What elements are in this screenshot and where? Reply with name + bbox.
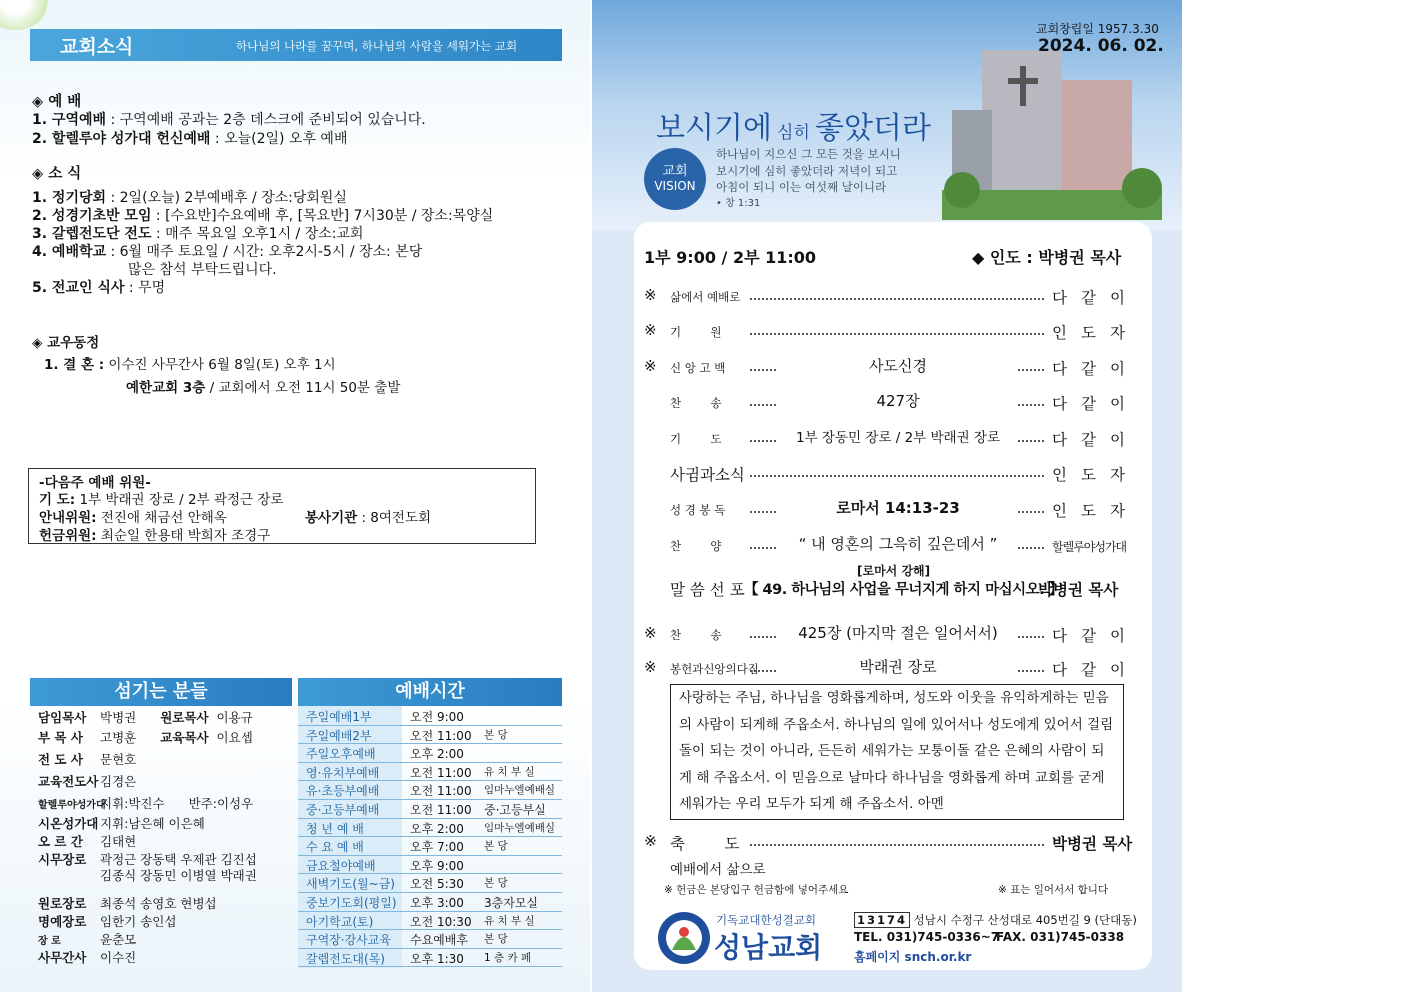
church-name: 성남교회 xyxy=(714,931,823,964)
order-mark: ※ xyxy=(644,321,657,339)
order-detail: “ 내 영혼의 그윽히 깊은데서 ” xyxy=(778,533,1018,554)
order-item: 기 도 xyxy=(670,432,722,446)
order-detail: 로마서 14:13-23 xyxy=(778,497,1018,518)
order-item: 봉헌과신앙의다짐 xyxy=(670,662,759,676)
news-item-1: 1. 정기당회 : 2일(오늘) 2부예배후 / 장소:당회원실 xyxy=(32,190,347,206)
church-building-icon xyxy=(942,40,1162,220)
news-item-3: 3. 갈렙전도단 전도 : 매주 목요일 오후1시 / 장소:교회 xyxy=(32,226,364,242)
homepage-link[interactable]: 홈페이지 snch.or.kr xyxy=(854,950,972,964)
leader: ◆ 인도 : 박병권 목사 xyxy=(972,248,1122,267)
staff-row: 담임목사 박병권 원로목사 이용규 xyxy=(38,710,253,725)
order-item: 찬 송 xyxy=(670,628,722,642)
order-who: 다같이 xyxy=(1048,658,1139,680)
schedule-row: 중·고등부예배 오전 11:00 중·고등부실 xyxy=(298,799,562,819)
order-who: 인도자 xyxy=(1048,499,1139,521)
schedule-row: 청 년 예 배 오후 2:00 임마누엘예배실 xyxy=(298,818,562,838)
staff-row: 시온성가대 지휘:남은혜 이은혜 xyxy=(38,816,205,831)
staff-row: 장 로 윤춘모 xyxy=(38,932,137,947)
news-header xyxy=(30,29,562,61)
news-item-4: 4. 예배학교 : 6월 매주 토요일 / 시간: 오후2시-5시 / 장소: 본당 xyxy=(32,244,423,260)
schedule-row: 구역장·강사교육 수요예배후 본 당 xyxy=(298,929,562,949)
staff-row: 할렐루야성가대지휘:박진수 반주:이성우 xyxy=(38,796,254,811)
vision-text: 하나님이 지으신 그 모든 것을 보시니 보시기에 심히 좋았더라 저녁이 되고 아침이 되니 이는 여섯째 날이니라 • 창 1:31 xyxy=(716,147,901,209)
news-title: 교회소식 xyxy=(60,36,134,58)
address: 13174 성남시 수정구 산성대로 405번길 9 (단대동) xyxy=(854,912,1137,928)
schedule-row: 영·유치부예배 오전 11:00 유 치 부 실 xyxy=(298,762,562,782)
schedule-row: 금요철야예배 오후 9:00 xyxy=(298,855,562,875)
order-item: 성 경 봉 독 xyxy=(670,503,726,517)
order-who: 인도자 xyxy=(1048,321,1139,343)
vision-badge: 교회 VISION xyxy=(644,148,706,210)
order-who: 다같이 xyxy=(1048,624,1139,646)
note-left: ※ 헌금은 본당입구 헌금함에 넣어주세요 xyxy=(664,884,849,896)
next-week-row-2: 안내위원: 전진애 채금선 안해옥 xyxy=(39,510,227,526)
bulletin-date: 2024. 06. 02. xyxy=(1038,36,1164,56)
fax: FAX. 031)745-0338 xyxy=(996,930,1125,944)
order-who: 인도자 xyxy=(1048,463,1139,485)
theme-title: 보시기에 심히 좋았더라 xyxy=(656,111,931,146)
order-item: 삶에서 예배로 xyxy=(670,290,741,304)
church-motto: 하나님의 나라를 꿈꾸며, 하나님의 사람을 세워가는 교회 xyxy=(236,39,518,53)
schedule-header: 예배시간 xyxy=(298,678,562,706)
members-line-2: 예한교회 3층 / 교회에서 오전 11시 50분 출발 xyxy=(126,380,401,396)
order-item: 신 앙 고 백 xyxy=(670,361,726,375)
staff-row: 사무간사 이수진 xyxy=(38,950,137,965)
order-who: 다같이 xyxy=(1048,392,1139,414)
next-week-service: 봉사기관 : 8여전도회 xyxy=(305,510,432,526)
sermon-title: 【 49. 하나님의 사업을 무너지게 하지 마십시오. 】 xyxy=(744,582,1063,598)
staff-header: 섬기는 분들 xyxy=(30,678,292,706)
benediction-mark: ※ xyxy=(644,832,657,850)
schedule-row: 주일예배1부 오전 9:00 xyxy=(298,706,562,726)
order-who: 다같이 xyxy=(1048,286,1139,308)
staff-row: 시무장로 곽정근 장동택 우제관 김진섭 xyxy=(38,852,257,867)
flower-decoration xyxy=(0,0,50,30)
next-week-row-3: 헌금위원: 최순일 한용태 박희자 조경구 xyxy=(39,528,271,544)
order-detail: 박래권 장로 xyxy=(778,656,1018,677)
sermon-label: 말 씀 선 포 xyxy=(670,581,745,599)
offering-prayer: 사랑하는 주님, 하나님을 영화롭게하며, 성도와 이웃을 유익하게하는 믿음의 사람이 되게해 주옵소서. 하나님의 일에 있어서나 성도에게 있어서 걸림돌이 되는 것이 아니라, 든든히 세워가는 모퉁이돌 같은 은혜의 사람이 되게 해 주옵소서. 이 믿음으로 날마다 하나님을 영화롭게 하며 교회를 굳게 세워가는 우리 모두가 되게 해 주옵소서. 아멘 xyxy=(670,684,1124,820)
order-who: 다같이 xyxy=(1048,428,1139,450)
next-week-title: -다음주 예배 위원- xyxy=(39,475,151,491)
next-week-row-1: 기 도: 1부 박래권 장로 / 2부 곽정근 장로 xyxy=(39,492,284,508)
schedule-row: 수 요 예 배 오후 7:00 본 당 xyxy=(298,836,562,856)
order-detail: 사도신경 xyxy=(778,355,1018,376)
order-item: 사귐과소식 xyxy=(670,466,745,484)
members-heading: ◈ 교우동정 xyxy=(32,335,100,351)
order-detail: 427장 xyxy=(778,390,1018,411)
benediction-item: 축 도 xyxy=(670,835,740,853)
order-dots xyxy=(750,298,1044,300)
members-line-1: 1. 결 혼 : 이수진 사무간사 6월 8일(토) 오후 1시 xyxy=(44,357,336,373)
order-mark: ※ xyxy=(644,624,657,642)
schedule-row: 주일예배2부 오전 11:00 본 당 xyxy=(298,725,562,745)
sermon-series: [로마서 강해] xyxy=(857,564,931,578)
worship-item-2: 2. 할렐루야 성가대 헌신예배 : 오늘(2일) 오후 예배 xyxy=(32,131,348,147)
news-item-5: 5. 전교인 식사 : 무명 xyxy=(32,280,166,296)
schedule-row: 새벽기도(월~금) 오전 5:30 본 당 xyxy=(298,873,562,893)
staff-row: 부 목 사 고병훈 교육목사 이요셉 xyxy=(38,730,253,745)
order-mark: ※ xyxy=(644,357,657,375)
staff-row: 원로장로 최종석 송영호 현병섭 xyxy=(38,896,217,911)
news-heading: ◈ 소 식 xyxy=(32,166,82,182)
service-times: 1부 9:00 / 2부 11:00 xyxy=(644,248,817,267)
order-item: 기 원 xyxy=(670,325,722,339)
schedule-row: 유·초등부예배 오전 11:00 임마누엘예배실 xyxy=(298,780,562,800)
order-dots xyxy=(750,333,1044,335)
church-logo-icon xyxy=(656,910,712,966)
worship-item-1: 1. 구역예배 : 구역예배 공과는 2층 데스크에 준비되어 있습니다. xyxy=(32,112,426,128)
staff-row: 전 도 사 문현호 xyxy=(38,752,137,767)
founded-date: 교회창립일 1957.3.30 xyxy=(1036,22,1159,36)
denomination: 기독교대한성결교회 xyxy=(716,913,816,927)
order-dots xyxy=(750,475,1044,477)
schedule-row: 아기학교(토) 오전 10:30 유 치 부 실 xyxy=(298,911,562,931)
sermon-preacher: 박병권 목사 xyxy=(1038,581,1119,599)
after-worship: 예배에서 삶으로 xyxy=(670,862,766,878)
left-page xyxy=(0,0,590,992)
order-mark: ※ xyxy=(644,286,657,304)
schedule-row: 주일오후예배 오후 2:00 xyxy=(298,743,562,763)
worship-heading: ◈ 예 배 xyxy=(32,94,82,110)
staff-row: 오 르 간 김태현 xyxy=(38,834,137,849)
staff-row: 김종식 장동민 이병열 박래권 xyxy=(100,868,257,883)
order-who: 다같이 xyxy=(1048,357,1139,379)
order-detail: 1부 장동민 장로 / 2부 박래권 장로 xyxy=(778,426,1018,446)
schedule-row: 중보기도회(평일) 오후 3:00 3층자모실 xyxy=(298,892,562,912)
benediction-dots xyxy=(750,844,1044,846)
schedule-row: 갈렙전도대(목) 오후 1:30 1 층 카 페 xyxy=(298,948,562,968)
order-item: 찬 양 xyxy=(670,539,722,553)
order-item: 찬 송 xyxy=(670,396,722,410)
right-page xyxy=(592,0,1182,992)
note-right: ※ 표는 일어서서 합니다 xyxy=(998,884,1109,896)
order-mark: ※ xyxy=(644,658,657,676)
staff-row: 교육전도사 김경은 xyxy=(38,774,137,789)
news-item-2: 2. 성경기초반 모임 : [수요반]수요예배 후, [목요반] 7시30분 / 장소:목양실 xyxy=(32,208,494,224)
order-detail: 425장 (마지막 절은 일어서서) xyxy=(778,622,1018,643)
order-who: 할렐루야성가대 xyxy=(1048,538,1126,555)
next-week-box xyxy=(28,468,536,544)
phone: TEL. 031)745-0336~7 xyxy=(854,930,1000,944)
news-item-4-cont: 많은 참석 부탁드립니다. xyxy=(128,262,277,278)
benediction-who: 박병권 목사 xyxy=(1052,835,1133,853)
staff-row: 명예장로 임한기 송인섭 xyxy=(38,914,177,929)
